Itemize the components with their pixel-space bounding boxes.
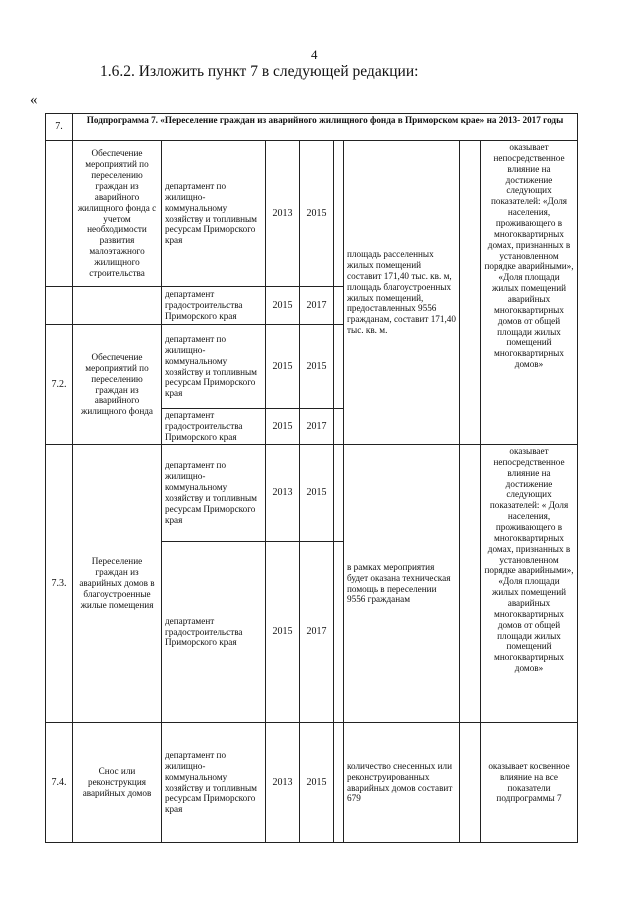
row-7-1-executor-1-start-cell: 2013 (266, 141, 300, 287)
row-7-3-executor-2-end-cell: 2017 (300, 542, 334, 723)
row-7-1-executor-1-cell: департамент по жилищно-коммунальному хозяйству и топливным ресурсам Приморского края (162, 141, 266, 287)
row-7-4-executor-1-start-cell: 2013 (266, 723, 300, 843)
row-7-2-executor-2-end-cell: 2017 (300, 409, 334, 445)
header-num-cell: 7. (46, 114, 73, 141)
row-7-3-executor-1-start-cell: 2013 (266, 445, 300, 542)
row-7-2-executor-2-cell: департамент градостроительства Приморского края (162, 409, 266, 445)
table-row (46, 445, 578, 542)
row-7-3-indicator-cell: оказывает непосредственное влияние на достижение следующих показателей: « Доля населения, проживающего в многоквартирных домах, признанных в установленном порядке аварийными», «Доля площади жилых помещений аварийных многоквартирных домов от общей площади жилых помещений многоквартирных домов» (481, 445, 578, 723)
opening-quote-mark: « (30, 92, 38, 108)
group1-indicator-cell: оказывает непосредственное влияние на достижение следующих показателей: «Доля населения, проживающего в многоквартирных домах, признанных в установленном порядке аварийными», «Доля площади жилых помещений аварийных многоквартирных домов от общей площади жилых помещений многоквартирных домов» (481, 141, 578, 445)
table-header-row (46, 114, 578, 141)
row-7-4-executor-1-cell: департамент по жилищно-коммунальному хозяйству и топливным ресурсам Приморского края (162, 723, 266, 843)
row-7-4-executor-1-end-cell: 2015 (300, 723, 334, 843)
section-heading: 1.6.2. Изложить пункт 7 в следующей редакции: (100, 63, 419, 80)
table-row (46, 723, 578, 843)
row-7-4-num-cell: 7.4. (46, 723, 73, 843)
row-7-1b-activity-cell (73, 287, 162, 325)
row-7-3-executor-1-end-cell: 2015 (300, 445, 334, 542)
row-7-1b-num-cell (46, 287, 73, 325)
row-7-1-executor-2-start-cell: 2015 (266, 287, 300, 325)
row-7-4-blank-cell (460, 723, 481, 843)
row-7-3-spacer-cell (334, 445, 344, 542)
row-7-2-activity-cell: Обеспечение мероприятий по переселению граждан из аварийного жилищного фонда (73, 325, 162, 445)
row-7-1b-spacer-cell (334, 287, 344, 325)
row-7-1-activity-cell: Обеспечение мероприятий по переселению граждан из аварийного жилищного фонда с учетом необходимости развития малоэтажного жилищного строительства (73, 141, 162, 287)
row-7-3-executor-1-cell: департамент по жилищно-коммунальному хозяйству и топливным ресурсам Приморского края (162, 445, 266, 542)
row-7-3-executor-2-cell: департамент градостроительства Приморского края (162, 542, 266, 723)
row-7-2-executor-1-start-cell: 2015 (266, 325, 300, 409)
row-7-2-executor-2-start-cell: 2015 (266, 409, 300, 445)
row-7-1-executor-1-end-cell: 2015 (300, 141, 334, 287)
row-7-3b-spacer-cell (334, 542, 344, 723)
row-7-2-spacer-cell (334, 325, 344, 409)
row-7-2-executor-1-end-cell: 2015 (300, 325, 334, 409)
group1-blank-cell (460, 141, 481, 445)
group1-result-cell: площадь расселенных жилых помещений составит 171,40 тыс. кв. м, площадь благоустроенных жилых помещений, предоставленных 9556 гражданам, составит 171,40 тыс. кв. м. (344, 141, 460, 445)
row-7-4-result-cell: количество снесенных или реконструированных аварийных домов составит 679 (344, 723, 460, 843)
row-7-3-result-cell: в рамках мероприятия будет оказана техническая помощь в переселении 9556 гражданам (344, 445, 460, 723)
row-7-1-executor-2-cell: департамент градостроительства Приморского края (162, 287, 266, 325)
row-7-3-activity-cell: Переселение граждан из аварийных домов в благоустроенные жилые помещения (73, 445, 162, 723)
row-7-3-blank-cell (460, 445, 481, 723)
row-7-1-spacer-cell (334, 141, 344, 287)
subprogram-title-cell: Подпрограмма 7. «Переселение граждан из аварийного жилищного фонда в Приморском крае» на 2013- 2017 годы (73, 114, 578, 141)
row-7-3-num-cell: 7.3. (46, 445, 73, 723)
row-7-2-executor-1-cell: департамент по жилищно-коммунальному хозяйству и топливным ресурсам Приморского края (162, 325, 266, 409)
row-7-4-indicator-cell: оказывает косвенное влияние на все показатели подпрограммы 7 (481, 723, 578, 843)
row-7-4-activity-cell: Снос или реконструкция аварийных домов (73, 723, 162, 843)
row-7-2-num-cell: 7.2. (46, 325, 73, 445)
row-7-1-num-cell (46, 141, 73, 287)
row-7-2b-spacer-cell (334, 409, 344, 445)
subprogram-table (45, 113, 578, 843)
page-number: 4 (311, 47, 318, 62)
row-7-4-spacer-cell (334, 723, 344, 843)
row-7-3-executor-2-start-cell: 2015 (266, 542, 300, 723)
row-7-1-executor-2-end-cell: 2017 (300, 287, 334, 325)
table-row (46, 141, 578, 287)
